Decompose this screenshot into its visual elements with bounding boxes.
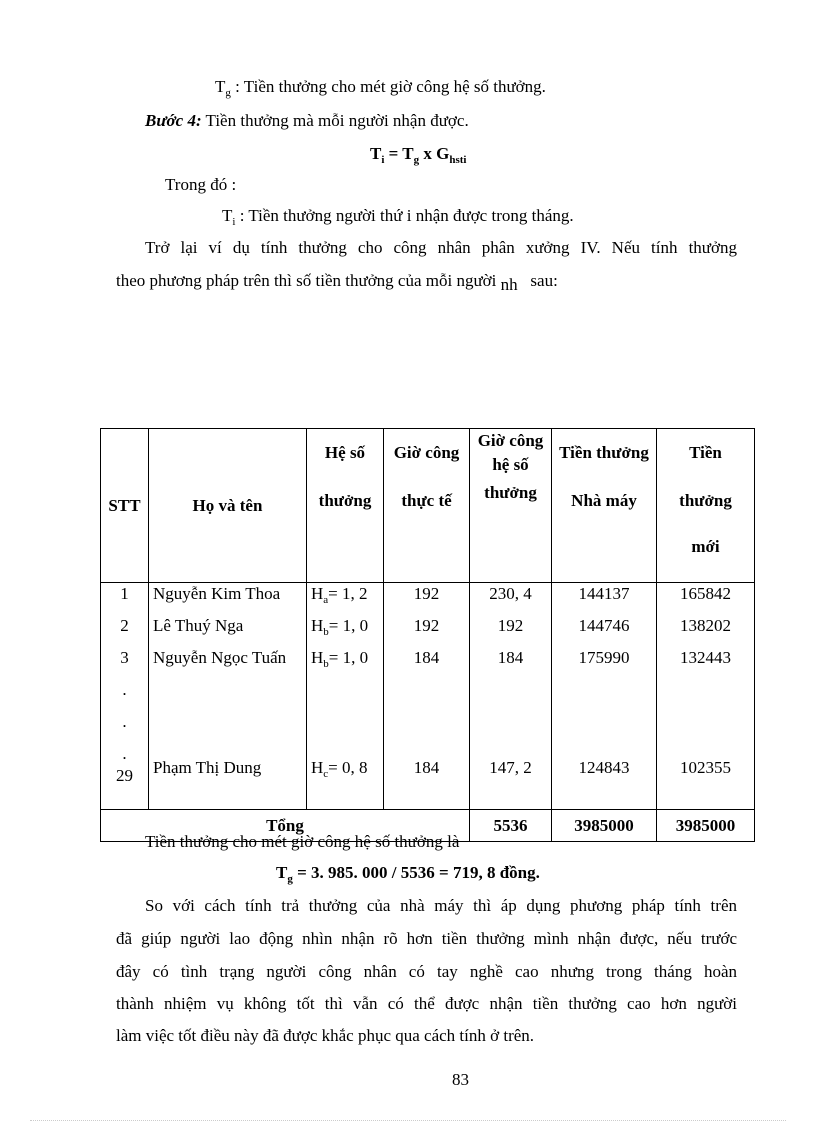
step-4: Bước 4: Tiền thưởng mà mỗi người nhận được.: [145, 111, 469, 130]
para1-line1: Trở lại ví dụ tính thưởng cho công nhân phân xưởng IV. Nếu tính thưởng: [145, 238, 737, 257]
header-coef-hours: Giờ công hệ số thưởng: [470, 429, 552, 583]
header-name: Họ và tên: [149, 429, 307, 583]
ti-definition: $T_i$ : Tiền thưởng người thứ i nhận được trong tháng.: [222, 206, 574, 228]
total-factory: 3985000: [552, 810, 657, 842]
col-factory-bonus: 144137 144746 175990 124843: [552, 583, 657, 810]
para2-line4: thành nhiệm vụ không tốt thì vẫn có thể được nhận tiền thưởng cao hơn người: [116, 994, 737, 1013]
header-stt: STT: [101, 429, 149, 583]
formula-tg: $T_g = 3$. 985. 000 / 5536 = 719, 8 đồng.: [276, 863, 540, 885]
table-body-row: [101, 583, 755, 810]
page-number: 83: [452, 1070, 469, 1089]
para2-line3: đây có tình trạng người công nhân có tay nghề cao nhưng trong tháng hoàn: [116, 962, 737, 981]
header-new-bonus: Tiền thưởng mới: [657, 429, 755, 583]
col-coef-hours: 230, 4 192 184 147, 2: [470, 583, 552, 810]
col-stt: 1 2 3 . . . 29: [101, 583, 149, 810]
para2-line1: So với cách tính trả thưởng của nhà máy thì áp dụng phương pháp tính trên: [145, 896, 737, 915]
header-coef: Hệ số thưởng: [307, 429, 384, 583]
col-hours: 192 192 184 184: [384, 583, 470, 810]
trong-do: Trong đó :: [165, 175, 237, 194]
total-coef-hours: 5536: [470, 810, 552, 842]
tg-definition: $T_g$ : Tiền thưởng cho mét giờ công hệ số thưởng.: [215, 77, 546, 99]
formula-ti: $T_i = T_g$ x $G_{hsti}$: [370, 144, 467, 166]
col-new-bonus: 165842 138202 132443 102355: [657, 583, 755, 810]
total-new: 3985000: [657, 810, 755, 842]
after-table-text: Tiền thưởng cho mét giờ công hệ số thưởng là: [145, 832, 460, 851]
para2-line5: làm việc tốt điều này đã được khắc phục qua cách tính ở trên.: [116, 1026, 535, 1045]
header-hours: Giờ công thực tế: [384, 429, 470, 583]
col-name: Nguyễn Kim Thoa Lê Thuý Nga Nguyễn Ngọc Tuấn Phạm Thị Dung: [149, 583, 307, 810]
footer-divider: [30, 1120, 786, 1121]
table-header-row: [101, 429, 755, 583]
bonus-table: [100, 428, 755, 842]
total-label: Tổng: [101, 810, 470, 842]
col-coef: $H_a= 1$, 2 $H_b= 1$, 0 $H_b= 1$, 0 $H_c= 0$, 8: [307, 583, 384, 810]
header-factory-bonus: Tiền thưởng Nhà máy: [552, 429, 657, 583]
para2-line2: đã giúp người lao động nhìn nhận rõ hơn tiền thưởng mình nhận được, nếu trước: [116, 929, 737, 948]
para1-line2: theo phương pháp trên thì số tiền thưởng của mỗi người nh sau:: [116, 271, 558, 294]
